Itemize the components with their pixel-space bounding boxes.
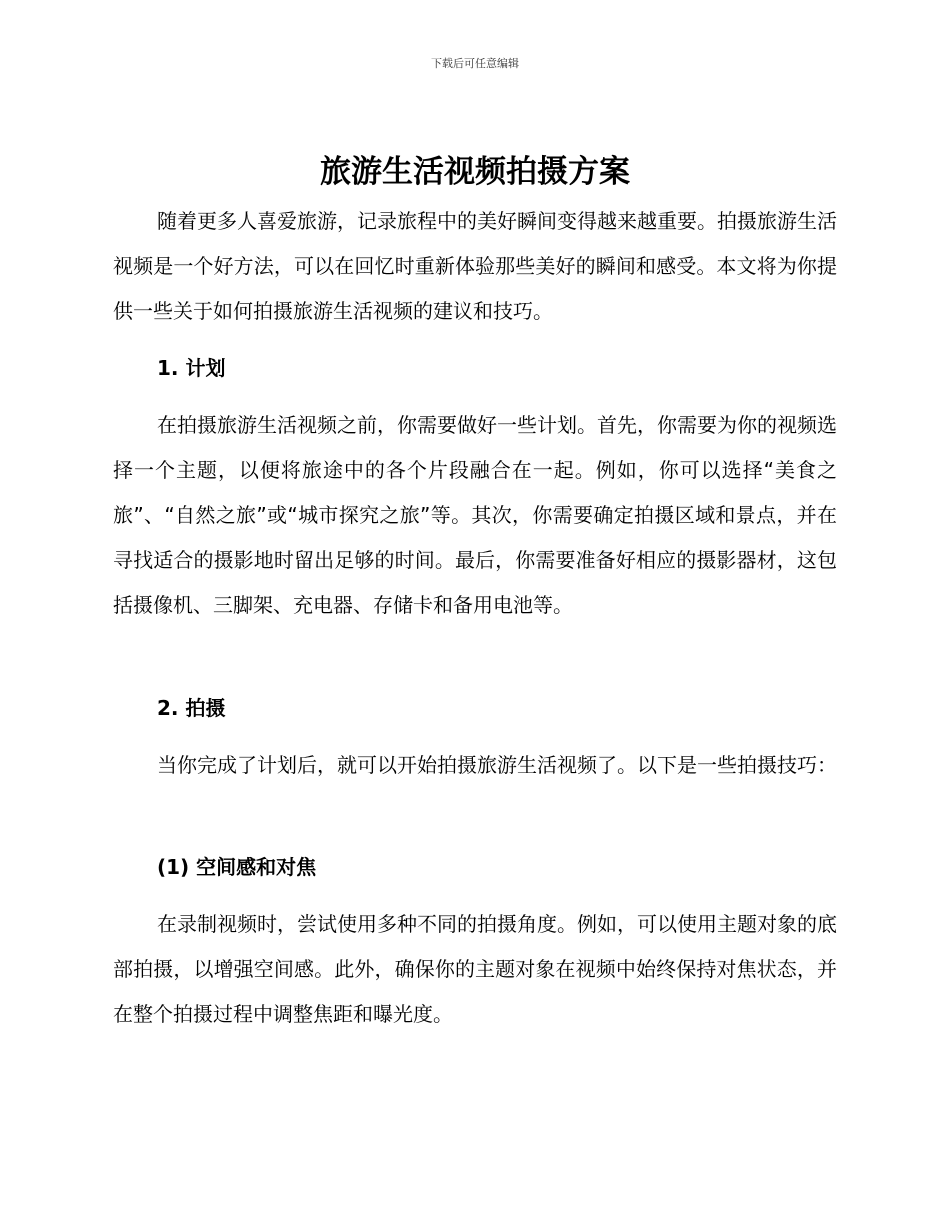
subsection-heading-space-focus: (1) 空间感和对焦 xyxy=(157,855,317,879)
page-header: 下载后可任意编辑 xyxy=(431,57,519,70)
section-heading-plan: 1. 计划 xyxy=(157,356,226,380)
section-shooting-paragraph: 当你完成了计划后，就可以开始拍摄旅游生活视频了。以下是一些拍摄技巧： xyxy=(157,753,837,777)
section-heading-shooting: 2. 拍摄 xyxy=(157,696,226,720)
intro-paragraph: 随着更多人喜爱旅游，记录旅程中的美好瞬间变得越来越重要。拍摄旅游生活视频是一个好方法，可以在回忆时重新体验那些美好的瞬间和感受。本文将为你提供一些关于如何拍摄旅游生活视频的建议和技巧。 xyxy=(113,209,837,323)
section-plan-paragraph: 在拍摄旅游生活视频之前，你需要做好一些计划。首先，你需要为你的视频选择一个主题，以便将旅途中的各个片段融合在一起。例如，你可以选择“美食之旅”、“自然之旅”或“城市探究之旅”等。其次，你需要确定拍摄区域和景点，并在寻找适合的摄影地时留出足够的时间。最后，你需要准备好相应的摄影器材，这包括摄像机、三脚架、充电器、存储卡和备用电池等。 xyxy=(113,413,837,617)
subsection-space-focus-paragraph: 在录制视频时，尝试使用多种不同的拍摄角度。例如，可以使用主题对象的底部拍摄，以增强空间感。此外，确保你的主题对象在视频中始终保持对焦状态，并在整个拍摄过程中调整焦距和曝光度。 xyxy=(113,912,837,1026)
document-title: 旅游生活视频拍摄方案 xyxy=(320,154,630,190)
